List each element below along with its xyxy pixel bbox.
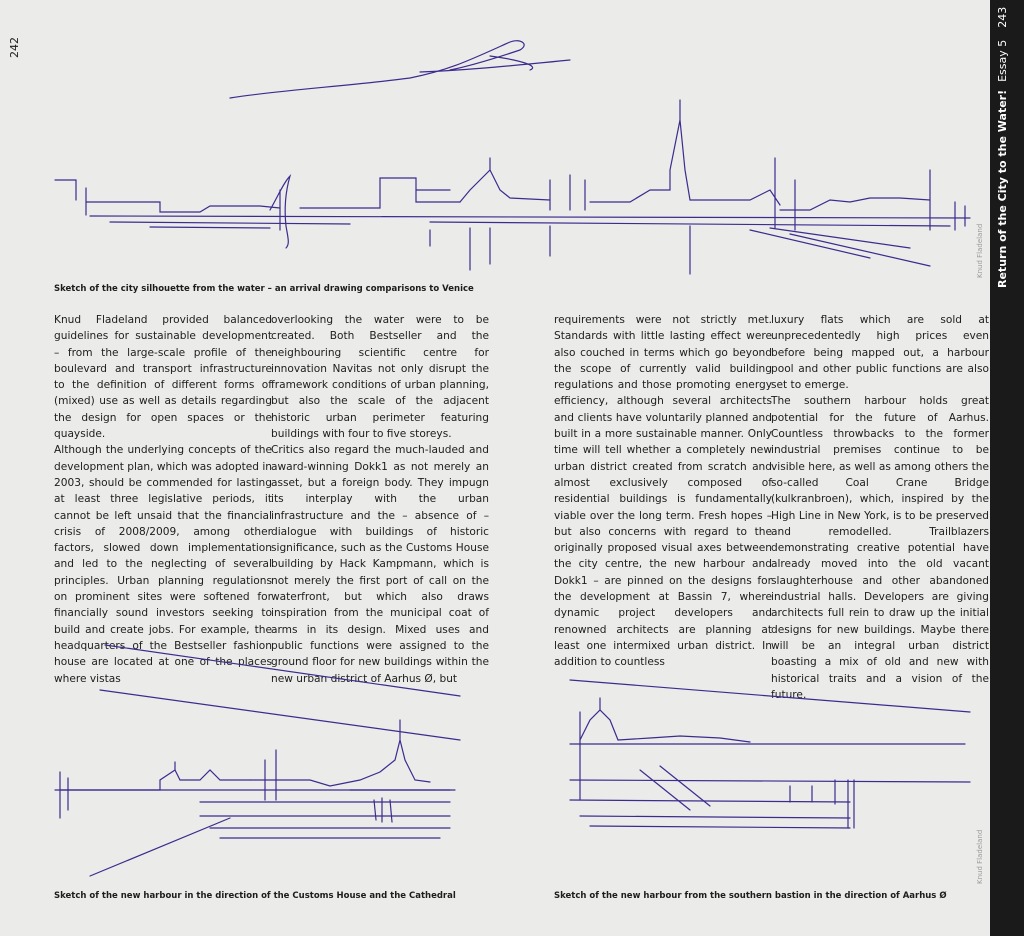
caption-bottom-right: Sketch of the new harbour from the southern bastion in the direction of Aarhus Ø: [554, 891, 947, 901]
photo-credit-bottom: Knud Fladeland: [976, 829, 984, 884]
caption-bottom-left: Sketch of the new harbour in the direction of the Customs House and the Cathedral: [54, 891, 456, 901]
running-title: Return of the City to the Water!: [996, 89, 1009, 288]
text-column-1: [54, 312, 272, 687]
running-essay: Essay 5: [996, 39, 1009, 82]
paragraph: luxury flats which are sold at unprecedentedly high prices even before being mapped out, a harbour pool and other public functions are also set to emerge.: [771, 314, 989, 392]
page-number-left: 242: [8, 37, 21, 58]
photo-credit-top: Knud Fladeland: [976, 223, 984, 278]
text-column-2: [271, 312, 489, 687]
running-header: [996, 6, 1009, 288]
sketch-city-silhouette: [50, 30, 980, 280]
text-column-3: [554, 312, 772, 671]
paragraph: overlooking the water were to be created. Both Bestseller and the neighbouring scientific centre for innovation Navitas not only disrupt the framework conditions of urban planning, but also the scale of the adjacent historic urban perimeter featuring buildings with four to five storeys.: [271, 314, 489, 441]
text-column-4: [771, 312, 989, 703]
paragraph: requirements were not strictly met. Standards with little lasting effect were also couched in terms which go beyond the scope of currently valid building regulations and those promoting energy efficiency, although several architects and clients have voluntarily planned and built in a more sustainable manner. Only time will tell whether a completely new urban district created from scratch and almost exclusively composed of residential buildings is fundamentally viable over the long term. Fresh hopes – but also concerns with regard to the originally proposed visual axes between the city centre, the new harbour and Dokk1 – are pinned on the designs for the development at Bassin 7, where dynamic project developers and renowned architects are planning at least one intermixed urban district. In addition to countless: [554, 314, 772, 669]
page-number-right: 243: [996, 6, 1009, 28]
caption-top: Sketch of the city silhouette from the water – an arrival drawing comparisons to Venice: [54, 284, 474, 294]
paragraph: Although the underlying concepts of the development plan, which was adopted in 2003, should be commended for lasting at least three legislative periods, it cannot be left unsaid that the financial crisis of 2008/2009, among other factors, slowed down implementation and led to the neglecting of several principles. Urban planning regulations on prominent sites were softened for financially sound investors seeking to build and create jobs. For example, the headquarters of the Bestseller fashion house are located at one of the places where vistas: [54, 444, 272, 685]
paragraph: Critics also regard the much-lauded and award-winning Dokk1 as not merely an asset, but a foreign body. They impugn its interplay with the urban infrastructure and the – absence of – dialogue with buildings of historic significance, such as the Customs House building by Hack Kampmann, which is not merely the first port of call on the waterfront, but which also draws inspiration from the municipal coat of arms in its design. Mixed uses and public functions were assigned to the ground floor for new buildings within the new urban district of Aarhus Ø, but: [271, 444, 489, 685]
sketch-southern-bastion: [550, 650, 980, 880]
paragraph: The southern harbour holds great potential for the future of Aarhus. Countless throwbacks to the former industrial premises continue to be visible here, as well as among others the so-called Coal Crane Bridge (kulkranbroen), which, inspired by the High Line in New York, is to be preserved and remodelled. Trailblazers demonstrating creative potential have already moved into the old vacant slaughterhouse and other abandoned industrial halls. Developers are giving architects full rein to draw up the initial designs for new buildings. Maybe there will be an integral urban district boasting a mix of old and new with historical traits and a vision of the future.: [771, 395, 989, 701]
sketch-customs-house-cathedral: [50, 640, 470, 880]
paragraph: Knud Fladeland provided balanced guidelines for sustainable development – from the large-scale profile of the boulevard and transport infrastructure to the definition of different forms of (mixed) use as well as details regarding the design for open spaces or the quayside.: [54, 314, 272, 441]
